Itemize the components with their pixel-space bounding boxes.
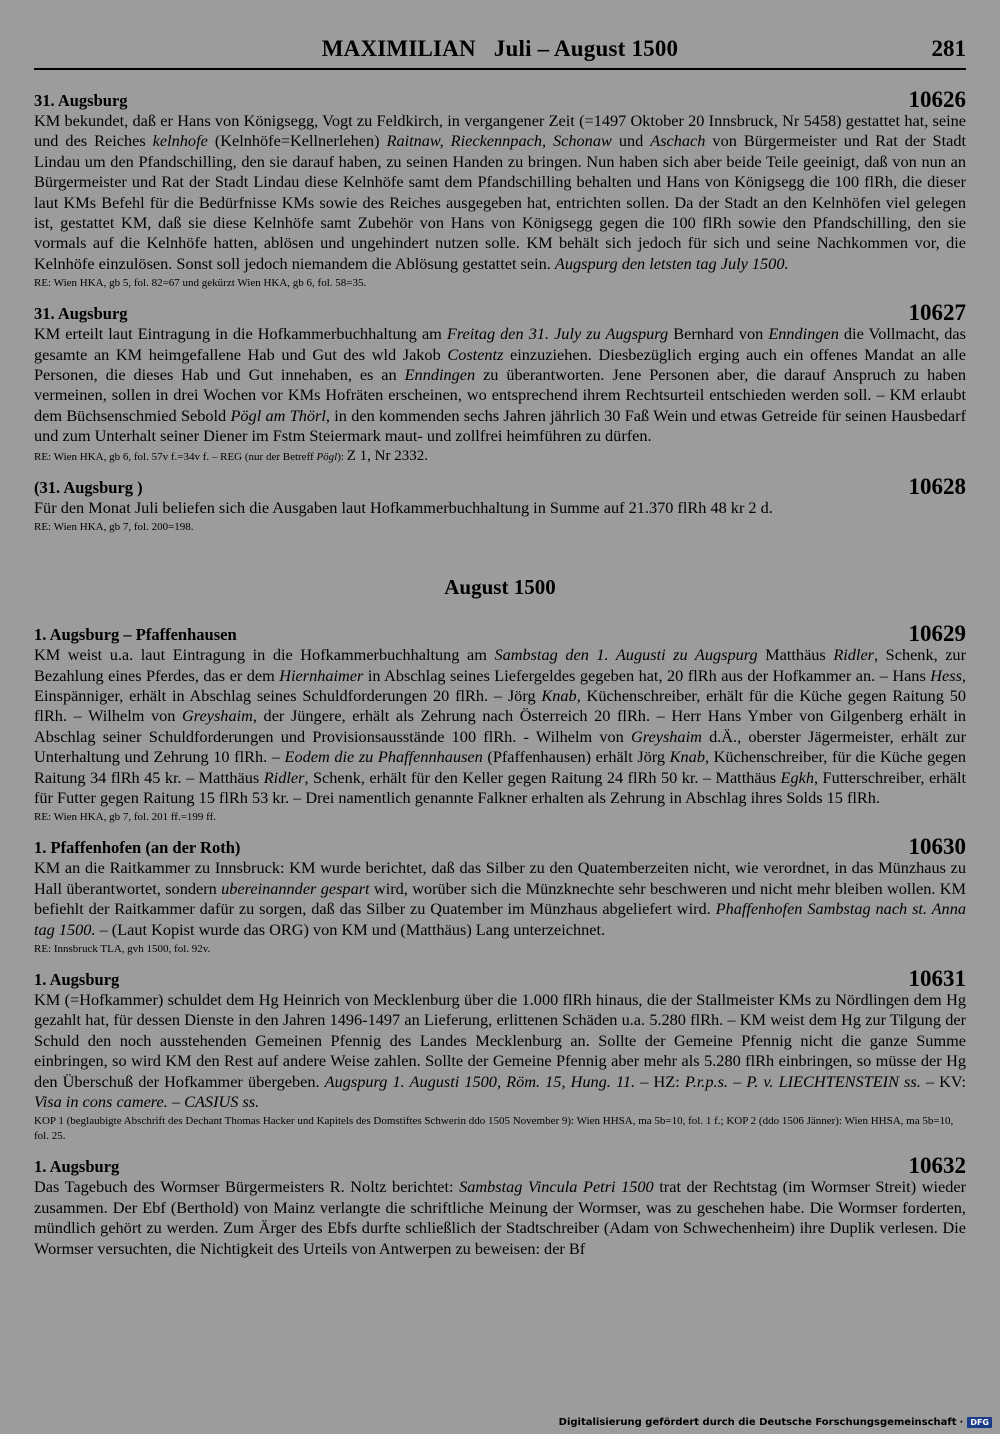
entry-body: Das Tagebuch des Wormser Bürgermeisters R. Noltz berichtet: Sambstag Vincula Petri 1500 trat der Rechtstag (im Wormser Streit) wieder zusammen. Der Ebf (Berthold) von Mainz verlangte die schriftliche Meinung der Wormser, was zu geschehen habe. Die Wormser forderten, mündlich gehört zu werden. Zum Ärger des Ebfs durfte schließlich der Stadtschreiber (Adam von Schwechenheim) ihre Duplik verlesen. Die Wormser versuchten, die Nichtigkeit des Urteils von Antwerpen zu beweisen: der Bf — [34, 1177, 966, 1258]
entry-number: 10626 — [908, 87, 966, 112]
entry-reference: RE: Innsbruck TLA, gvh 1500, fol. 92v. — [34, 942, 211, 955]
entry-body: KM erteilt laut Eintragung in die Hofkammerbuchhaltung am Freitag den 31. July zu Augspurg Bernhard von Enndingen die Vollmacht, das gesamte an KM heimgefallene Hab und Gut des wld Jakob Costentz einzuziehen. Diesbezüglich erging auch ein offenes Mandat an alle Personen, die dieses Hab und Gut innehaben, es an Enndingen zu überantworten. Jene Personen aber, die darauf Anspruch zu haben vermeinen, sollen in drei Wochen vor KMs Hofräten erscheinen, wo entsprechend ihrem Rechtsurteil entschieden werden soll. – KM erlaubt dem Büchsenschmied Sebold Pögl am Thörl, in den kommenden sechs Jahren jährlich 30 Faß Wein und etwas Getreide für seinen Hausbedarf und zum Unterhalt seiner Diener im Fstm Steiermark maut- und zollfrei heimführen zu dürfen. — [34, 324, 967, 446]
july-entries — [34, 88, 966, 535]
running-title — [34, 36, 966, 62]
entry-10628 — [34, 475, 966, 535]
entry-head — [34, 301, 966, 324]
entry-number: 10631 — [908, 965, 966, 991]
entry-place: 31. Augsburg — [34, 91, 128, 110]
august-entries — [34, 622, 966, 1259]
entry-number: 10627 — [908, 300, 966, 326]
entry-number: 10628 — [908, 473, 966, 499]
running-title-author: MAXIMILIAN — [321, 36, 476, 61]
entry-place: 31. Augsburg — [34, 304, 128, 324]
entry-10629 — [34, 622, 966, 825]
entry-place: 1. Pfaffenhofen (an der Roth) — [34, 838, 241, 858]
running-title-period: Juli – August 1500 — [493, 36, 679, 61]
entry-head — [34, 1154, 966, 1177]
entry-body: Für den Monat Juli beliefen sich die Ausgaben laut Hofkammerbuchhaltung in Summe auf 21.370 flRh 48 kr 2 d. — [34, 497, 773, 517]
entry-body: KM bekundet, daß er Hans von Königsegg, Vogt zu Feldkirch, in vergangener Zeit (=1497 Oktober 20 Innsbruck, Nr 5458) gestattet hat, seine und des Reiches kelnhofe (Kelnhöfe=Kellnerlehen) Raitnaw, Rieckennpach, Schonaw und Aschach von Bürgermeister und Rat der Stadt Lindau um den Pfandschilling, den sie darauf haben, zu seinen Handen zu bringen. Nun haben sich aber beide Teile geeinigt, daß von nun an Bürgermeister und Rat der Stadt Lindau diese Kelnhöfe samt dem Pfandschilling behalten und Hans von Königsegg die 100 flRh, die dieser laut KMs Befehl für die Bedürfnisse KMs sowie des Reiches ausgegeben hat, entrichten sollen. Da der Stadt an den Kelnhöfen viel gelegen ist, gestattet KM, daß sie diese Kelnhöfe samt Zubehör von Hans von Königsegg gegen die 100 flRh sowie den Pfandschilling, den sie vormals auf die Kelnhöfe hatten, ablösen und ungehindert nutzen solle. KM behält sich jedoch für sich und seine Nachkommen vor, die Kelnhöfe einzulösen. Sonst soll jedoch niemandem die Ablösung gestattet sein. Augspurg den letsten tag July 1500. — [34, 111, 966, 273]
entry-place: (31. Augsburg ) — [34, 477, 143, 497]
entry-reference: RE: Wien HKA, gb 6, fol. 57v f.=34v f. – REG (nur der Betreff Pögl): Z 1, Nr 2332. — [34, 447, 428, 464]
entry-body: KM weist u.a. laut Eintragung in die Hofkammerbuchhaltung am Sambstag den 1. Augusti zu Augspurg Matthäus Ridler, Schenk, zur Bezahlung eines Pferdes, das er dem Hiernhaimer in Abschlag seines Liefergeldes gegeben hat, 20 flRh aus der Hofkammer an. – Hans Hess, Einspänniger, erhält in Abschlag seines Schuldforderungen 20 flRh. – Jörg Knab, Küchenschreiber, erhält für die Küche gegen Raitung 50 flRh. – Wilhelm von Greyshaim, der Jüngere, erhält als Zehrung nach Österreich 20 flRh. – Herr Hans Ymber von Gilgenberg erhält in Abschlag seiner Schuldforderungen und Provisionsausstände 100 flRh. - Wilhelm von Greyshaim d.Ä., oberster Jägermeister, erhält zur Unterhaltung und Zehrung 10 flRh. – Eodem die zu Phaffennhausen (Pfaffenhausen) erhält Jörg Knab, Küchenschreiber, für die Küche gegen Raitung 34 flRh 45 kr. – Matthäus Ridler, Schenk, erhält für den Keller gegen Raitung 24 flRh 50 kr. – Matthäus Egkh, Futterschreiber, erhält für Futter gegen Raitung 15 flRh 53 kr. – Drei namentlich genannte Falkner erhalten als Zehrung in Abschlag ihres Solds 15 flRh. — [34, 645, 967, 807]
section-title: August 1500 — [444, 575, 556, 600]
entry-reference: RE: Wien HKA, gb 7, fol. 200=198. — [34, 521, 194, 534]
entry-number: 10629 — [908, 621, 966, 647]
entry-place: 1. Augsburg – Pfaffenhausen — [34, 625, 237, 645]
entry-place: 1. Augsburg — [34, 969, 120, 989]
page-number: 281 — [931, 36, 966, 61]
entry-head — [34, 622, 966, 645]
main-content — [34, 88, 966, 1269]
entry-head — [34, 88, 966, 111]
entry-10630 — [34, 835, 966, 957]
entry-number: 10630 — [908, 834, 966, 860]
header-rule — [34, 68, 966, 70]
entry-head — [34, 967, 966, 990]
dfg-logo-icon: DFG — [967, 1417, 992, 1428]
entry-reference: RE: Wien HKA, gb 7, fol. 201 ff.=199 ff. — [34, 811, 217, 824]
running-head — [34, 36, 966, 70]
entry-number: 10632 — [908, 1153, 966, 1179]
footer-text: Digitalisierung gefördert durch die Deutsche Forschungsgemeinschaft — [558, 1417, 957, 1428]
entry-reference: KOP 1 (beglaubigte Abschrift des Dechant Thomas Hacker und Kapitels des Domstiftes Schwerin ddo 1505 November 9): Wien HHSA, ma 5b=10, fol. 1 f.; KOP 2 (ddo 1506 Jänner): Wien HHSA, ma 5b=10, fol. 25. — [34, 1115, 954, 1143]
entry-place: 1. Augsburg — [34, 1157, 120, 1177]
entry-head — [34, 835, 966, 858]
entry-head — [34, 475, 966, 498]
entry-10627 — [34, 301, 966, 464]
entry-body: KM (=Hofkammer) schuldet dem Hg Heinrich von Mecklenburg über die 1.000 flRh hinaus, die der Stallmeister KMs zu Nördlingen dem Hg gezahlt hat, für dessen Dienste in den Jahren 1496-1497 an Lieferung, erlittenen Schäden u.a. 5.280 flRh. – KM weist dem Hg zur Tilgung der Schuld den noch ausstehenden Gemeinen Pfennig des Landes Mecklenburg an. Sollte der Gemeine Pfennig nicht die ganze Summe einbringen, so wird KM den Rest auf andere Weise zahlen. Sollte der Gemeine Pfennig aber mehr als 5.280 flRh einbringen, so müsse der Hg den Überschuß der Hofkammer übergeben. Augspurg 1. Augusti 1500, Röm. 15, Hung. 11. – HZ: P.r.p.s. – P. v. LIECHTENSTEIN ss. – KV: Visa in cons camere. – CASIUS ss. — [34, 989, 966, 1111]
entry-10626 — [34, 88, 966, 291]
entry-10631 — [34, 967, 966, 1144]
entry-body: KM an die Raitkammer zu Innsbruck: KM wurde berichtet, daß das Silber zu den Quatemberzeiten nicht, wie verordnet, in das Münzhaus zu Hall überantwortet, sondern ubereinannder gespart wird, worüber sich die Münzknechte sehr beschweren und nicht mehr bleiben wollen. KM befiehlt der Raitkammer dafür zu sorgen, daß das Silber zu Quatember im Münzhaus abgeliefert wird. Phaffenhofen Sambstag nach st. Anna tag 1500. – (Laut Kopist wurde das ORG) von KM und (Matthäus) Lang unterzeichnet. — [34, 858, 966, 939]
footer-dot: · — [959, 1417, 964, 1428]
footer-credit — [559, 1417, 992, 1428]
entry-10632 — [34, 1154, 966, 1259]
entry-reference: RE: Wien HKA, gb 5, fol. 82=67 und gekürzt Wien HKA, gb 6, fol. 58=35. — [34, 277, 367, 290]
